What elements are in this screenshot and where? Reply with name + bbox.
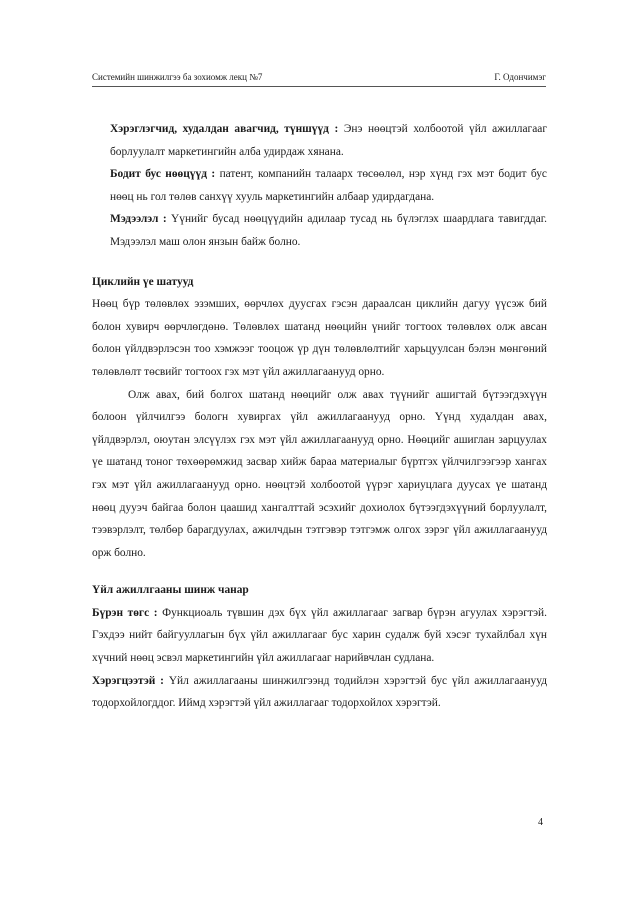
- text-completeness: Функциоаль түвшин дэх бүх үйл ажиллагааг загвар бүрэн агуулах хэрэгтэй. Гэхдээ нийт байгууллагын бүх үйл ажиллагааг бус харин судалж буй хэсэг тухайлбал хүн хүчний нөөц эсвэл маркетингийн үйл ажиллагааг нарийвчлан судлана.: [92, 606, 547, 665]
- text-information: Үүнийг бусад нөөцүүдийн адилаар тусад нь бүлэглэх шаардлага тавигддаг. Мэдээлэл маш олон янзын байж болно.: [110, 213, 547, 248]
- resource-types-block: [92, 118, 547, 254]
- term-necessity: Хэрэгцээтэй :: [92, 674, 164, 687]
- paragraph-necessity: [92, 670, 547, 715]
- text-intangible: патент, компанийн талаарх төсөөлөл, нэр хүнд гэх мэт бодит бус нөөц нь гол төлөв санхүү хууль маркетингийн албаар удирдагдана.: [110, 168, 547, 203]
- page-content: [92, 118, 547, 715]
- page-header: [92, 72, 546, 87]
- term-customers: Хэрэглэгчид, худалдан авагчид, түншүүд :: [110, 123, 339, 135]
- term-information: Мэдээлэл :: [110, 213, 167, 226]
- term-completeness: Бүрэн төгс :: [92, 606, 158, 619]
- paragraph-customers: [110, 118, 547, 163]
- header-author: Г. Одончимэг: [494, 72, 546, 82]
- text-necessity: Үйл ажиллагааны шинжилгээнд тодийлэн хэрэгтэй бус үйл ажиллагаанууд тодорхойлогддог. Иймд хэрэгтэй үйл ажиллагааг тодорхойлох хэрэгтэй.: [92, 674, 548, 710]
- paragraph-lifecycle-2: Олж авах, бий болгох шатанд нөөцийг олж авах түүнийг ашигтай бүтээгдэхүүн болоон үйлчилгээ бологн хувиргах үйл ажиллагаанууд орно. Үүнд худалдан авах, үйлдвэрлэл, оюутан элсүүлэх гэх мэт үйл ажиллагаанууд орно. Нөөцийг ашиглан зарцуулах үе шатанд тоног төхөөрөмжид засвар хийж бараа материалыг бүртгэх үйлчилгээгээр хангах гэх мэт үйл ажиллагаанууд орно. нөөцтэй холбоотой үүрэг хариуцлага дуусах үе шатанд нөөц дууэч байгаа болон цаашид хангалттай эсэхийг дохиолох бүтээгдэхүүний борлуулалт, тээвэрлэлт, төлбөр барагдуулах, ажилчдын тэтгэвэр тэтгэмж олгох зэрэг үйл ажиллагаанууд орж болно.: [92, 388, 547, 559]
- section-heading-lifecycle: Циклийн үе шатууд: [92, 275, 194, 288]
- text-customers: Энэ нөөцтэй холбоотой үйл ажиллагааг борлуулалт маркетингийн алба удирдаж хянана.: [110, 123, 547, 158]
- paragraph-information: [110, 208, 547, 253]
- term-intangible: Бодит бус нөөцүүд :: [110, 168, 216, 181]
- header-course-title: Системийн шинжилгээ ба зохиомж лекц №7: [92, 72, 263, 82]
- section-heading-activity-properties: Үйл ажиллгааны шинж чанар: [92, 584, 249, 597]
- paragraph-lifecycle-1: Нөөц бүр төлөвлөх эзэмших, өөрчлөх дуусгах гэсэн дараалсан циклийн дагуу үүсэж бий болон хувирч өөрчлөгдөнө. Төлөвлөх шатанд нөөцийн үнийг тогтоох төлөвлөх олж авсан болон үйлдвэрлэсэн тоо хэмжээг тооцож үр дүн төлөвлөлтийг харьцуулсан бэлэн мөнгөний төлөвлөлт төсвийг тогтоох гэх мэт үйл ажиллагаанууд орно.: [92, 298, 547, 378]
- paragraph-completeness: [92, 602, 547, 670]
- page-number: 4: [538, 817, 543, 828]
- paragraph-intangible: [110, 163, 547, 208]
